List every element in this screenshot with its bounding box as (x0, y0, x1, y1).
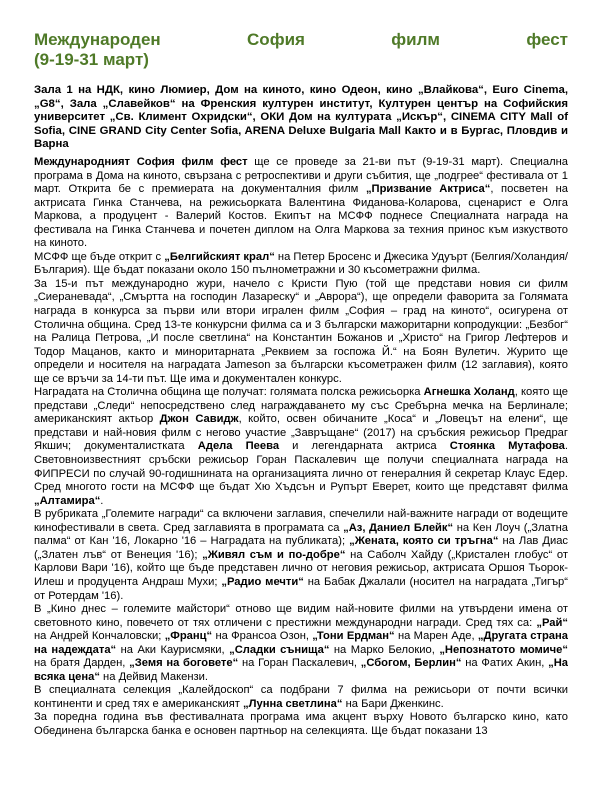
title-line-2: (9-19-31 март) (34, 50, 149, 69)
text-run: на Кен Лоуч („Златна палма“ от Кан '16, Локарно '16 – Наградата на публиката); (34, 521, 568, 548)
article-paragraph (34, 251, 568, 278)
article-body (34, 156, 568, 796)
bold-text-run: „Другата страна на надеждата“ (34, 630, 568, 656)
text-run: на Марко Белокио, (329, 643, 440, 656)
bold-text-run: „Алтамира“ (34, 494, 101, 507)
article-paragraph (34, 156, 568, 251)
text-run: на Лав Диас („Златен лъв“ от Венеция '16); (34, 535, 568, 561)
bold-text-run: „На всяка цена“ (34, 657, 568, 683)
bold-text-run: „Радио мечти“ (221, 575, 304, 588)
text-run: В специалната селекция „Калейдоскоп“ са подбрани 7 филма на режисьори от почти всички континенти и сред тях е американският (34, 684, 568, 710)
bold-text-run: Агнешка Холанд (423, 386, 515, 399)
bold-text-run: Джон Савидж (159, 413, 239, 426)
title-word: София (247, 30, 305, 49)
text-run: . Световноизвестният сръбски режисьор Горан Паскалевич ще получи специалната награда на ФИПРЕСИ по случай 90-годишнината на организацията лично от генералния й секретар Клаус Едер. Сред многото гости на МСФФ ще бъдат Хю Хъдсън и Рупърт Еверет, които ще представят филма (34, 440, 568, 494)
text-run: , който, освен обичаните „Коса“ и „Ловецът на елени“, ще представи и най-новия филм с негово участие „Завръщане“ (2017) на сръбския режисьор Предраг Якшич; документалистката (34, 413, 568, 453)
bold-text-run: „Жената, която си тръгна“ (349, 535, 499, 548)
text-run: За 15-и път международно жури, начело с Кристи Пую (той ще представи новия си филм „Сиераневада“, „Смъртта на господин Лазареску“ и „Аврора“), ще определи фаворита за Голямата награда в конкурса за първи или втори игрален филм „София – град на киното“, осигурена от Столична община. Сред 13-те конкурсни филма са и 3 български мажоритарни копродукции: „Безбог“ на Ралица Петрова, „И после светлина“ на Константин Божанов и „Христо“ на Григор Лефтеров и Тодор Мацанов, както и миноритарната „Реквием за госпожа Й.“ на Боян Вулетич. Журито ще определи и носителя на наградата Jameson за български късометражен филм (12 заглавия), която ще се връчи за 14-ти път. Ще има и документален конкурс. (34, 277, 568, 385)
bold-text-run: Стоянка Мутафова (449, 440, 565, 453)
page-title (34, 30, 568, 70)
text-run: на Петер Бросенс и Джесика Удуърт (Белгия/Холандия/България). Ще бъдат показани около 150 пълнометражни и 30 късометражни филма. (34, 250, 568, 277)
article-paragraph (34, 386, 568, 508)
venues-paragraph: Зала 1 на НДК, кино Люмиер, Дом на киното, кино Одеон, кино „Влайкова“, Euro Cinema, „G8“, Зала „Славейков“ на Френския културен институт, Културен център на Софийския университет „Св. Климент Охридски“, ОКИ Дом на културата „Искър“, CINEMA CITY Mall of Sofia, CINE GRAND City Center Sofia, ARENA Deluxe Bulgaria Mall Както и в Бургас, Пловдив и Варна (34, 84, 568, 151)
text-run: За поредна година във фестивалната програма има акцент върху Новото българско кино, като Обединена българска банка е основен партньор на селекцията. Ще бъдат показани 13 (34, 711, 568, 737)
text-run: . (100, 494, 104, 507)
text-run: МСФФ ще бъде открит с (34, 250, 165, 263)
text-run: ще се проведе за 21-ви път (9-19-31 март). Специална програма в Дома на киното, свързана с ретроспективи и други събития, ще „подгрее“ фестивала от 1 март. Открита бе с премиерата на документалния филм (34, 156, 568, 196)
bold-text-run: „Лунна светлина“ (243, 697, 343, 710)
bold-text-run: „Белгийският крал“ (164, 250, 275, 263)
text-run: Наградата на Столична община ще получат: голямата полска режисьорка (34, 386, 424, 399)
text-run: на Фатих Акин, (461, 657, 549, 670)
title-line-1 (34, 30, 568, 50)
bold-text-run: „Франц“ (164, 630, 213, 643)
article-paragraph (34, 278, 568, 386)
text-run: на Марен Аде, (394, 630, 478, 643)
title-word: фест (526, 30, 568, 49)
article-paragraph (34, 711, 568, 738)
text-run: на Андрей Кончаловски; (34, 630, 165, 643)
text-run: на Саболч Хайду („Кристален глобус“ от Карлови Вари '16), който ще бъде представен лично от неговия режисьор, актрисата Оршоя Тьорок-Илеш и продуцента Андраш Мухи; (34, 548, 568, 588)
bold-text-run: „Непознатото момиче“ (439, 643, 568, 656)
article-paragraph (34, 603, 568, 684)
text-run: и легендарната актриса (279, 440, 450, 453)
title-word: Международен (34, 30, 161, 49)
text-run: В „Кино днес – големите майстори“ отново ще видим най-новите филми на утвърдени имена от световното кино, повечето от тях отличени с престижни международни награди. Сред тях са: (34, 603, 568, 629)
text-run: , посветен на актрисата Гинка Станчева, на режисьорката Валентина Фиданова-Коларова, сценарист е Олга Маркова, а продуцент - Валерий Костов. Екипът на МСФФ поднесе Специалната награда на фестивала на Гинка Станчева и почетен диплом на Олга Маркова за техния принос към изкуството на киното. (34, 183, 568, 250)
article-paragraph (34, 684, 568, 711)
bold-text-run: Международният София филм фест (34, 156, 248, 168)
text-run: на Бабак Джалали (носител на наградата „Тигър“ от Ротердам '16). (34, 575, 568, 602)
text-run: на Бари Дженкинс. (342, 697, 444, 710)
bold-text-run: Адела Пеева (197, 440, 280, 453)
title-word: филм (391, 30, 440, 49)
text-run: В рубриката „Големите награди“ са включени заглавия, спечелили най-важните награди от водещите кинофестивали в света. Сред заглавията в програмата са (34, 508, 568, 534)
bold-text-run: „Призвание Актриса“ (365, 183, 491, 196)
bold-text-run: „Сбогом, Берлин“ (360, 657, 462, 670)
bold-text-run: „Живял съм и по-добре“ (202, 548, 346, 561)
bold-text-run: „Аз, Даниел Блейк“ (343, 521, 454, 534)
article-paragraph (34, 508, 568, 603)
text-run: на Дейвид Макензи. (99, 670, 209, 683)
text-run: на Аки Каурисмяки, (116, 643, 230, 656)
bold-text-run: „Сладки сънища“ (229, 643, 330, 656)
bold-text-run: „Рай“ (536, 616, 568, 629)
text-run: на Горан Паскалевич, (238, 657, 361, 670)
bold-text-run: „Тони Ердман“ (312, 630, 395, 643)
text-run: на Франсоа Озон, (212, 630, 313, 643)
bold-text-run: „Земя на боговете“ (129, 657, 239, 670)
text-run: на братя Дарден, (34, 657, 130, 670)
text-run: , която ще представи „Следи“ непосредствено след награждаването му със Сребърна мечка на Берлинале; американският актьор (34, 386, 568, 426)
